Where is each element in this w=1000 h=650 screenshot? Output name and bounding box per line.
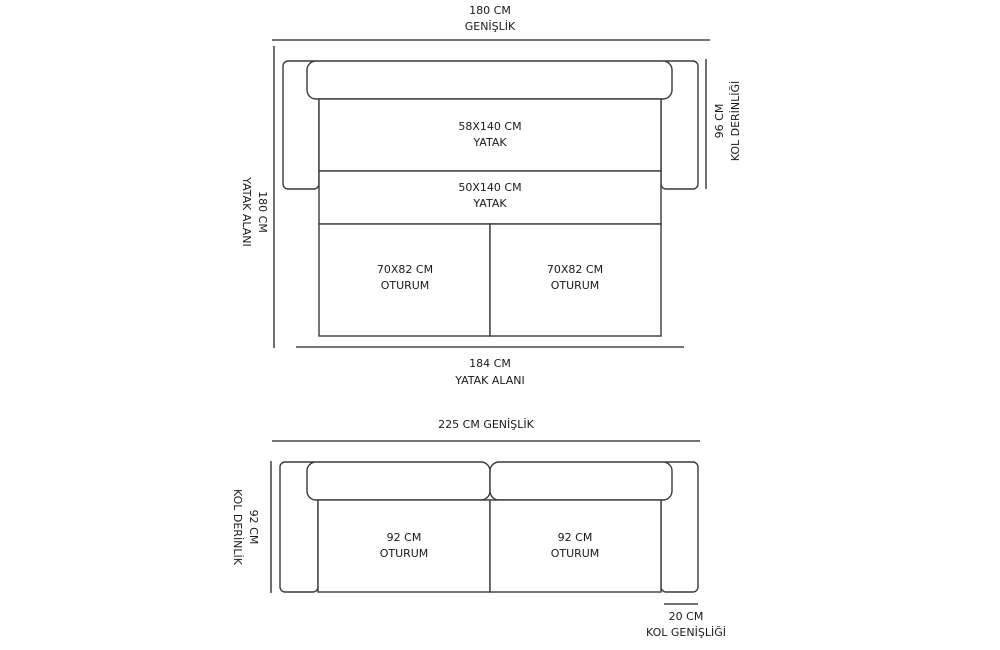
- bed-middle-label: YATAK: [473, 197, 507, 210]
- bed-area-width-label: YATAK ALANI: [455, 374, 525, 387]
- front-seat-left-label: OTURUM: [379, 547, 429, 560]
- backrest: [307, 61, 672, 99]
- arm-depth-label: KOL DERİNLİĞİ: [729, 80, 742, 162]
- bed-panel-top: [319, 99, 661, 171]
- top-width-value: 180 CM: [469, 4, 511, 17]
- front-depth-value: 92 CM: [247, 509, 260, 545]
- front-view: [231, 418, 726, 639]
- bed-top-label: YATAK: [473, 136, 507, 149]
- arm-width-label: KOL GENİŞLİĞİ: [646, 626, 726, 639]
- front-depth-label: KOL DERİNLİK: [231, 488, 244, 566]
- top-view: [240, 4, 742, 387]
- seat-left-label: OTURUM: [380, 279, 430, 292]
- seat-left-value: 70X82 CM: [376, 263, 434, 276]
- front-seat-left-value: 92 CM: [386, 531, 422, 544]
- front-seat-right-label: OTURUM: [550, 547, 600, 560]
- front-width-label: 225 CM GENİŞLİK: [438, 418, 534, 431]
- bed-area-height-value: 180 CM: [256, 191, 269, 233]
- arm-depth-value: 96 CM: [713, 103, 726, 139]
- bed-middle-value: 50X140 CM: [458, 181, 522, 194]
- top-width-label: GENİŞLİK: [464, 20, 516, 33]
- bed-top-value: 58X140 CM: [458, 120, 522, 133]
- back-cushion-left: [307, 462, 490, 500]
- seat-right-label: OTURUM: [550, 279, 600, 292]
- seat-right-value: 70X82 CM: [546, 263, 604, 276]
- bed-area-width-value: 184 CM: [469, 357, 511, 370]
- front-seat-right: [490, 500, 661, 592]
- bed-area-height-label: YATAK ALANI: [240, 177, 253, 247]
- front-seat-left: [318, 500, 490, 592]
- arm-width-value: 20 CM: [668, 610, 704, 623]
- front-seat-right-value: 92 CM: [557, 531, 593, 544]
- back-cushion-right: [490, 462, 672, 500]
